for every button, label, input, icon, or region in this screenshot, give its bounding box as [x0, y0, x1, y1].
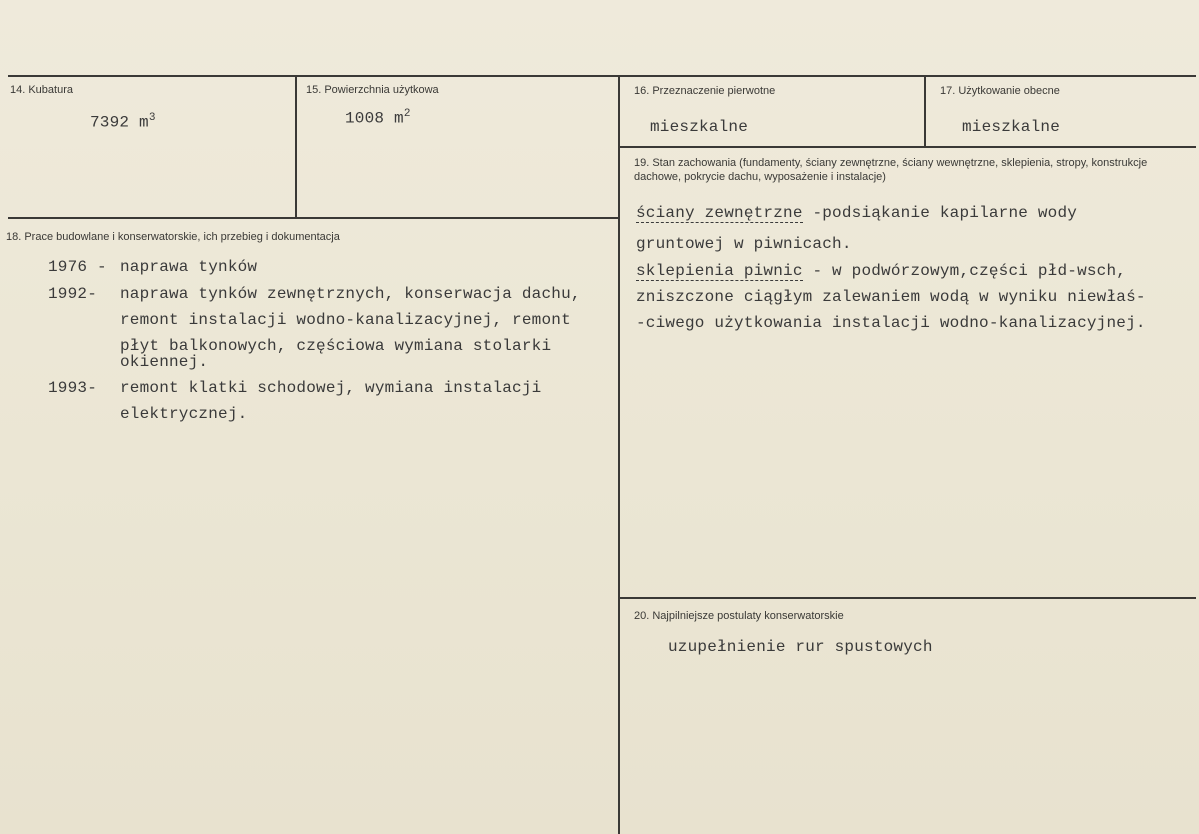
field-17-value: mieszkalne [962, 118, 1061, 136]
field-15-label: 15. Powierzchnia użytkowa [306, 84, 439, 96]
entry-1992-year: 1992- [48, 285, 98, 303]
rule-above-20 [620, 597, 1196, 599]
area-value: 1008 m [345, 109, 404, 128]
rule-under-14-15 [8, 217, 620, 219]
entry-1992-line-4: okiennej. [120, 353, 209, 371]
field-14-label: 14. Kubatura [10, 84, 73, 96]
entry-1992-line-1: naprawa tynków zewnętrznych, konserwacja dachu, [120, 285, 581, 303]
entry-1992-line-2: remont instalacji wodno-kanalizacyjnej, remont [120, 311, 571, 329]
condition-line-5: -ciwego użytkowania instalacji wodno-kanalizacyjnej. [636, 314, 1146, 332]
entry-1976-line-1: naprawa tynków [120, 258, 258, 276]
entry-1976-year: 1976 - [48, 258, 107, 276]
divider-14-15 [295, 76, 297, 218]
condition-line-3 [636, 262, 1126, 280]
divider-left-right [618, 76, 620, 834]
divider-16-17 [924, 76, 926, 146]
field-19-label: 19. Stan zachowania (fundamenty, ściany zewnętrzne, ściany wewnętrzne, sklepienia, stropy, konstrukcje dachowe, pokrycie dachu, wyposażenie i instalacje) [634, 157, 1148, 183]
field-16-label: 16. Przeznaczenie pierwotne [634, 85, 776, 97]
condition-line-1 [636, 204, 1077, 222]
entry-1993-year: 1993- [48, 379, 98, 397]
condition-line-2: gruntowej w piwnicach. [636, 235, 852, 253]
condition-line-4: zniszczone ciągłym zalewaniem wodą w wyniku niewłaś- [636, 288, 1146, 306]
field-20-label: 20. Najpilniejsze postulaty konserwatorskie [634, 610, 844, 622]
area-unit-exponent: 2 [403, 108, 411, 120]
field-20-value: uzupełnienie rur spustowych [668, 638, 933, 656]
condition-line-1-heading: ściany zewnętrzne [636, 204, 803, 222]
rule-under-16-17 [620, 146, 1196, 148]
condition-line-1-text: -podsiąkanie kapilarne wody [802, 204, 1078, 222]
field-14-value [90, 112, 156, 131]
field-18-label: 18. Prace budowlane i konserwatorskie, ich przebieg i dokumentacja [6, 231, 340, 243]
entry-1993-line-2: elektrycznej. [120, 405, 248, 423]
volume-unit-exponent: 3 [148, 112, 156, 124]
entry-1992-line-3: płyt balkonowych, częściowa wymiana stolarki [120, 337, 552, 355]
field-16-value: mieszkalne [650, 118, 749, 136]
top-rule [8, 75, 1196, 77]
condition-line-3-heading: sklepienia piwnic [636, 262, 803, 280]
condition-line-3-text: - w podwórzowym,części płd-wsch, [802, 262, 1127, 280]
field-15-value [345, 108, 411, 127]
field-17-label: 17. Użytkowanie obecne [940, 85, 1060, 97]
volume-value: 7392 m [90, 113, 149, 132]
entry-1993-line-1: remont klatki schodowej, wymiana instalacji [120, 379, 542, 397]
